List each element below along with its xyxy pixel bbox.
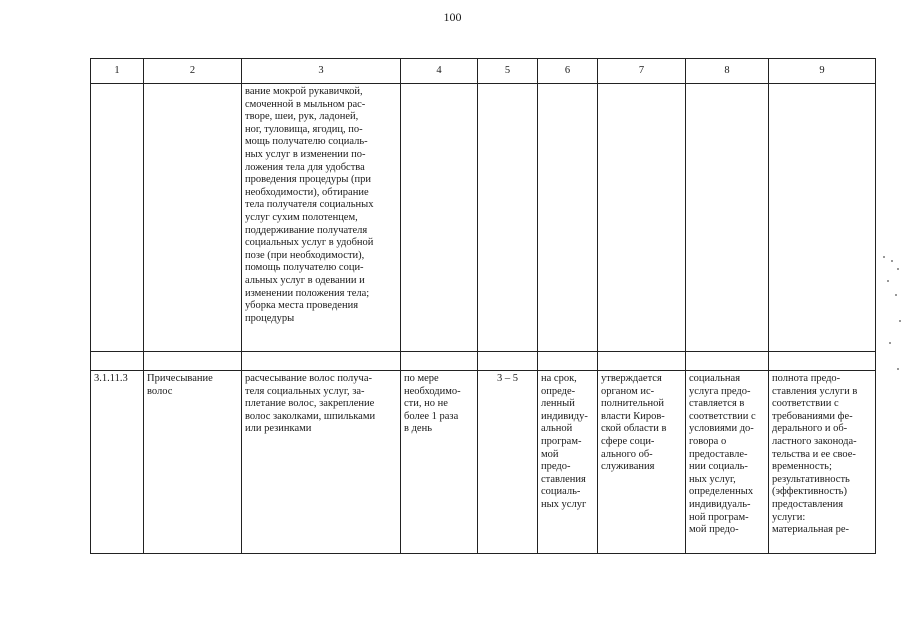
cell-code: 3.1.11.3: [91, 371, 144, 554]
spacer-cell: [91, 352, 144, 371]
page-number: 100: [443, 10, 462, 24]
header-col-3: 3: [242, 59, 401, 84]
spacer-cell: [538, 352, 598, 371]
cell-duration: [478, 84, 538, 352]
cell-code: [91, 84, 144, 352]
spacer-cell: [401, 352, 478, 371]
cell-name: [144, 84, 242, 352]
spacer-cell: [598, 352, 686, 371]
header-col-7: 7: [598, 59, 686, 84]
spacer-cell: [769, 352, 876, 371]
cell-tariff: утверждается органом ис- полнительной власти Киров- ской области в сфере соци- ального об- служивания: [598, 371, 686, 554]
cell-frequency: [401, 84, 478, 352]
header-col-8: 8: [686, 59, 769, 84]
cell-tariff: [598, 84, 686, 352]
cell-content: вание мокрой рукавичкой, смоченной в мыльном рас- творе, шеи, рук, ладоней, ног, туловища, ягодиц, по- мощь получателю социаль- ных услуг в изменении по- ложения тела для удобства проведения процедуры (при необходимости), обтирание тела получателя социальных услуг сухим полотенцем, поддерживание получателя социальных услуг в удобной позе (при необходимости), помощь получателю соци- альных услуг в одевании и изменении положения тела; уборка места проведения процедуры: [242, 84, 401, 352]
cell-quality: [769, 84, 876, 352]
table-row-continuation: [91, 84, 876, 352]
header-row: [91, 59, 876, 84]
cell-content: расчесывание волос получа- теля социальных услуг, за- плетание волос, закрепление волос заколками, шпильками или резинками: [242, 371, 401, 554]
spacer-cell: [478, 352, 538, 371]
spacer-cell: [144, 352, 242, 371]
scan-artifact: [879, 250, 903, 390]
header-col-6: 6: [538, 59, 598, 84]
cell-quality: полнота предо- ставления услуги в соответствии с требованиями фе- дерального и об- ластного законода- тельства и ее свое- временность; результативность (эффективность) предоставления услуги: материальная ре-: [769, 371, 876, 554]
cell-term: на срок, опреде- ленный индивиду- альной програм- мой предо- ставления социаль- ных услуг: [538, 371, 598, 554]
header-col-1: 1: [91, 59, 144, 84]
services-table: [90, 58, 876, 554]
cell-term: [538, 84, 598, 352]
header-col-2: 2: [144, 59, 242, 84]
spacer-cell: [686, 352, 769, 371]
cell-duration: 3 – 5: [478, 371, 538, 554]
cell-conditions: социальная услуга предо- ставляется в соответствии с условиями до- говора о предоставле- нии социаль- ных услуг, определенных индивидуаль- ной програм- мой предо-: [686, 371, 769, 554]
header-col-5: 5: [478, 59, 538, 84]
table-row-service: [91, 371, 876, 554]
spacer-cell: [242, 352, 401, 371]
cell-name: Причесывание волос: [144, 371, 242, 554]
cell-frequency: по мере необходимо- сти, но не более 1 раза в день: [401, 371, 478, 554]
cell-conditions: [686, 84, 769, 352]
header-col-9: 9: [769, 59, 876, 84]
header-col-4: 4: [401, 59, 478, 84]
table-row-spacer: [91, 352, 876, 371]
